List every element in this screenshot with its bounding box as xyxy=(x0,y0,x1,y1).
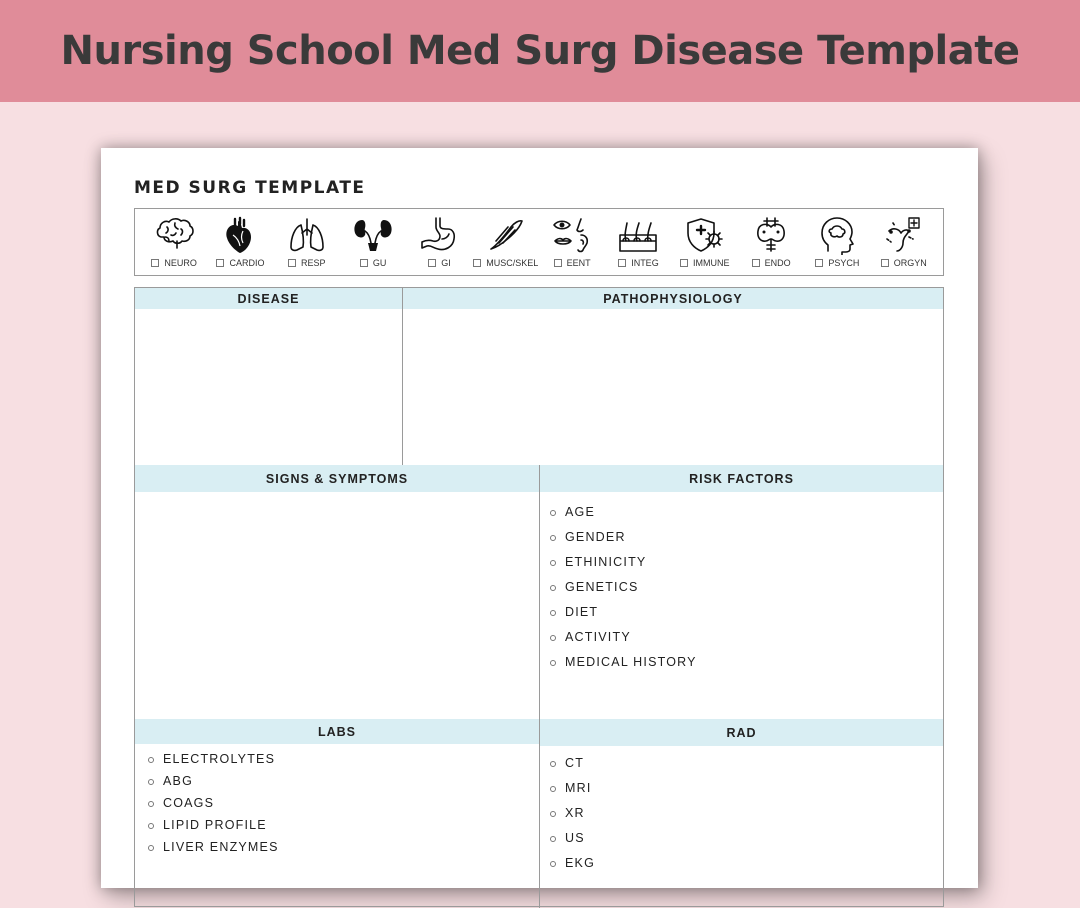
banner-title: Nursing School Med Surg Disease Template xyxy=(60,28,1020,74)
list-item: GENDER xyxy=(550,529,697,554)
signs-symptoms-field[interactable] xyxy=(135,493,539,719)
system-label-musc-skel: MUSC/SKEL xyxy=(486,258,539,268)
gi-checkbox[interactable] xyxy=(428,259,436,267)
list-item: MRI xyxy=(550,780,595,805)
list-item: ELECTROLYTES xyxy=(148,751,279,773)
system-resp xyxy=(276,209,338,275)
thyroid-icon xyxy=(750,215,792,255)
cardio-checkbox[interactable] xyxy=(216,259,224,267)
list-item: XR xyxy=(550,805,595,830)
list-item: US xyxy=(550,830,595,855)
disease-grid xyxy=(134,287,944,907)
kidneys-icon xyxy=(352,215,394,255)
system-cardio xyxy=(209,209,271,275)
system-orgyn xyxy=(873,209,935,275)
stomach-icon xyxy=(418,215,460,255)
system-musc-skel xyxy=(475,209,537,275)
system-endo xyxy=(740,209,802,275)
list-item: AGE xyxy=(550,504,697,529)
banner xyxy=(0,0,1080,102)
system-label-endo: ENDO xyxy=(764,258,791,268)
system-label-integ: INTEG xyxy=(631,258,659,268)
risk-factors-list xyxy=(550,504,697,679)
signs-symptoms-header: SIGNS & SYMPTOMS xyxy=(135,465,539,492)
system-label-immune: IMMUNE xyxy=(693,258,730,268)
resp-checkbox[interactable] xyxy=(288,259,296,267)
disease-header: DISEASE xyxy=(135,288,402,309)
muscle-icon xyxy=(485,215,527,255)
skin-icon xyxy=(617,215,659,255)
system-label-resp: RESP xyxy=(301,258,326,268)
eye-ear-nose-mouth-icon xyxy=(551,215,593,255)
heart-icon xyxy=(219,215,261,255)
system-psych xyxy=(806,209,868,275)
system-integ xyxy=(607,209,669,275)
reproductive-icon xyxy=(883,215,925,255)
system-gu xyxy=(342,209,404,275)
system-label-psych: PSYCH xyxy=(828,258,860,268)
list-item: MEDICAL HISTORY xyxy=(550,654,697,679)
shield-virus-icon xyxy=(684,215,726,255)
orgyn-checkbox[interactable] xyxy=(881,259,889,267)
pathophysiology-header: PATHOPHYSIOLOGY xyxy=(403,288,943,309)
system-label-orgyn: ORGYN xyxy=(893,258,927,268)
system-immune xyxy=(674,209,736,275)
list-item: EKG xyxy=(550,855,595,880)
head-mind-icon xyxy=(816,215,858,255)
list-item: GENETICS xyxy=(550,579,697,604)
system-label-gi: GI xyxy=(441,258,451,268)
immune-checkbox[interactable] xyxy=(680,259,688,267)
body-systems-bar xyxy=(134,208,944,276)
list-item: ABG xyxy=(148,773,279,795)
eent-checkbox[interactable] xyxy=(554,259,562,267)
system-gi xyxy=(408,209,470,275)
list-item: CT xyxy=(550,755,595,780)
lungs-icon xyxy=(286,215,328,255)
list-item: COAGS xyxy=(148,795,279,817)
psych-checkbox[interactable] xyxy=(815,259,823,267)
list-item: ETHINICITY xyxy=(550,554,697,579)
list-item: DIET xyxy=(550,604,697,629)
page-title: MED SURG TEMPLATE xyxy=(134,178,366,198)
divider xyxy=(539,465,540,908)
disease-field[interactable] xyxy=(135,310,402,465)
system-eent xyxy=(541,209,603,275)
system-label-gu: GU xyxy=(372,258,387,268)
system-neuro xyxy=(143,209,205,275)
system-label-eent: EENT xyxy=(566,258,591,268)
template-page xyxy=(101,148,978,888)
list-item: LIVER ENZYMES xyxy=(148,839,279,861)
system-label-neuro: NEURO xyxy=(164,258,197,268)
pathophysiology-field[interactable] xyxy=(403,310,943,465)
integ-checkbox[interactable] xyxy=(618,259,626,267)
risk-factors-header: RISK FACTORS xyxy=(540,465,943,492)
neuro-checkbox[interactable] xyxy=(151,259,159,267)
gu-checkbox[interactable] xyxy=(360,259,368,267)
rad-list xyxy=(550,755,595,880)
musc-skel-checkbox[interactable] xyxy=(473,259,481,267)
list-item: LIPID PROFILE xyxy=(148,817,279,839)
brain-icon xyxy=(153,215,195,255)
endo-checkbox[interactable] xyxy=(752,259,760,267)
system-label-cardio: CARDIO xyxy=(229,258,265,268)
rad-header: RAD xyxy=(540,719,943,746)
labs-list xyxy=(148,751,279,861)
labs-header: LABS xyxy=(135,719,539,744)
list-item: ACTIVITY xyxy=(550,629,697,654)
